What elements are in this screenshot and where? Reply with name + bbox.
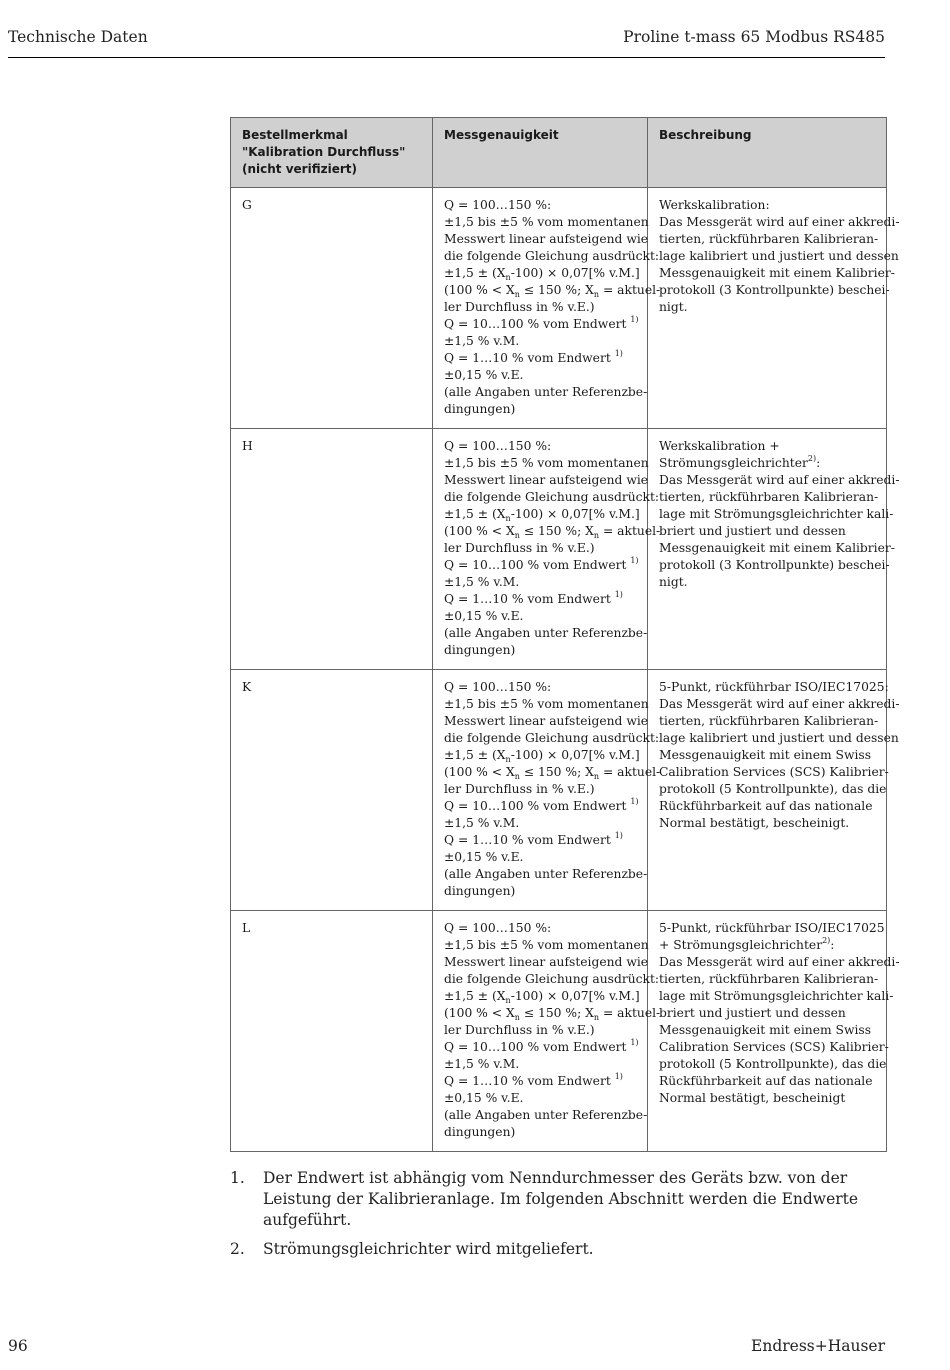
footnote-number: 2.: [230, 1240, 245, 1258]
description-line: Normal bestätigt, bescheinigt.: [659, 816, 850, 830]
accuracy-line: dingungen): [444, 402, 516, 416]
description-line: lage mit Strömungsgleichrichter kali-: [659, 507, 894, 521]
footnote-ref: 1): [630, 1038, 639, 1047]
table-row: [231, 911, 887, 1152]
description-line: Messgenauigkeit mit einem Swiss: [659, 1023, 872, 1037]
description-line: lage kalibriert und justiert und dessen: [659, 249, 899, 263]
accuracy-line: Q = 10…100 % vom Endwert $^{1)}$: [444, 315, 639, 331]
accuracy-line: Messwert linear aufsteigend wie: [444, 955, 649, 969]
accuracy-line: Q = 100…150 %:: [444, 680, 552, 694]
footnote-ref: 1): [630, 797, 639, 806]
accuracy-line: Q = 10…100 % vom Endwert $^{1)}$: [444, 797, 639, 813]
accuracy-line: Messwert linear aufsteigend wie: [444, 473, 649, 487]
accuracy-line: Q = 1…10 % vom Endwert $^{1)}$: [444, 831, 623, 847]
footnote-ref: 1): [614, 1072, 623, 1081]
table-row: [231, 188, 887, 429]
table-row: [231, 670, 887, 911]
accuracy-line: die folgende Gleichung ausdrückt:: [444, 490, 660, 504]
product-title: Proline t-mass 65 Modbus RS485: [623, 28, 885, 46]
accuracy-line: ±1,5 bis ±5 % vom momentanen: [444, 215, 649, 229]
footnote-text: Strömungsgleichrichter wird mitgeliefert.: [263, 1240, 594, 1258]
column-header-accuracy: Messgenauigkeit: [433, 118, 648, 188]
footnote-text: Der Endwert ist abhängig vom Nenndurchmesser des Geräts bzw. von der Leistung der Kalibrieranlage. Im folgenden Abschnitt werden die Endwerte aufgeführt.: [263, 1169, 859, 1229]
description-line: Calibration Services (SCS) Kalibrier-: [659, 765, 889, 779]
description-line: protokoll (5 Kontrollpunkte), das die: [659, 1057, 887, 1071]
accuracy-line: ler Durchfluss in % v.E.): [444, 782, 595, 796]
description-line: Werkskalibration +: [659, 439, 780, 453]
accuracy-line: (alle Angaben unter Referenzbe-: [444, 626, 648, 640]
footnotes: [230, 1168, 890, 1268]
order-code-cell: K: [231, 670, 433, 911]
description-line: lage mit Strömungsgleichrichter kali-: [659, 989, 894, 1003]
accuracy-line: ±1,5 % v.M.: [444, 575, 520, 589]
order-code-cell: G: [231, 188, 433, 429]
accuracy-line: Q = 1…10 % vom Endwert $^{1)}$: [444, 349, 623, 365]
accuracy-line: ±0,15 % v.E.: [444, 368, 524, 382]
description-line: Messgenauigkeit mit einem Swiss: [659, 748, 872, 762]
accuracy-line: ±1,5 bis ±5 % vom momentanen: [444, 697, 649, 711]
footnote-ref: 1): [614, 349, 623, 358]
accuracy-formula: $\pm 1,5 \pm (X_n-100) \times 0,07[\%$ v.M.]: [444, 748, 640, 764]
accuracy-line: ±0,15 % v.E.: [444, 850, 524, 864]
description-line: Messgenauigkeit mit einem Kalibrier-: [659, 541, 895, 555]
accuracy-range: (100 % < $X_n \le 150$ %; $X_n$ = aktuel-: [444, 1006, 661, 1022]
description-line: protokoll (3 Kontrollpunkte) beschei-: [659, 558, 890, 572]
accuracy-line: ler Durchfluss in % v.E.): [444, 541, 595, 555]
description-line: lage kalibriert und justiert und dessen: [659, 731, 899, 745]
footnote-number: 1.: [230, 1169, 245, 1187]
accuracy-range: (100 % < $X_n \le 150$ %; $X_n$ = aktuel-: [444, 765, 661, 781]
description-line: 5-Punkt, rückführbar ISO/IEC17025: [659, 921, 885, 935]
accuracy-line: ±1,5 % v.M.: [444, 1057, 520, 1071]
description-cell: [648, 188, 900, 429]
description-line: 5-Punkt, rückführbar ISO/IEC17025:: [659, 680, 889, 694]
accuracy-line: ±0,15 % v.E.: [444, 1091, 524, 1105]
column-header-description: Beschreibung: [648, 118, 887, 188]
accuracy-line: Q = 1…10 % vom Endwert $^{1)}$: [444, 590, 623, 606]
description-line: tierten, rückführbaren Kalibrieran-: [659, 714, 879, 728]
footnote-ref: 1): [630, 556, 639, 565]
accuracy-line: Q = 100…150 %:: [444, 198, 552, 212]
description-cell: [648, 911, 900, 1152]
accuracy-range: (100 % < $X_n \le 150$ %; $X_n$ = aktuel-: [444, 524, 661, 540]
description-line: Strömungsgleichrichter$^{2)}$:: [659, 454, 821, 470]
description-line: Rückführbarkeit auf das nationale: [659, 1074, 873, 1088]
description-line: Das Messgerät wird auf einer akkredi-: [659, 473, 900, 487]
calibration-table: [230, 117, 900, 1152]
description-line: protokoll (3 Kontrollpunkte) beschei-: [659, 283, 890, 297]
accuracy-line: ±1,5 % v.M.: [444, 816, 520, 830]
accuracy-line: ler Durchfluss in % v.E.): [444, 300, 595, 314]
page-number: 96: [8, 1337, 28, 1355]
order-code-cell: H: [231, 429, 433, 670]
description-line: nigt.: [659, 575, 688, 589]
accuracy-line: Q = 100…150 %:: [444, 921, 552, 935]
accuracy-line: Q = 1…10 % vom Endwert $^{1)}$: [444, 1072, 623, 1088]
description-line: nigt.: [659, 300, 688, 314]
description-line: tierten, rückführbaren Kalibrieran-: [659, 972, 879, 986]
description-line: Das Messgerät wird auf einer akkredi-: [659, 955, 900, 969]
description-line: Rückführbarkeit auf das nationale: [659, 799, 873, 813]
order-code-cell: L: [231, 911, 433, 1152]
description-cell: [648, 670, 900, 911]
accuracy-cell: [433, 429, 661, 670]
footnote-item: [230, 1239, 890, 1260]
accuracy-line: Q = 10…100 % vom Endwert $^{1)}$: [444, 556, 639, 572]
description-line: Messgenauigkeit mit einem Kalibrier-: [659, 266, 895, 280]
accuracy-line: Q = 100…150 %:: [444, 439, 552, 453]
description-line: tierten, rückführbaren Kalibrieran-: [659, 232, 879, 246]
description-line: Werkskalibration:: [659, 198, 770, 212]
accuracy-formula: $\pm 1,5 \pm (X_n-100) \times 0,07[\%$ v.M.]: [444, 266, 640, 282]
accuracy-cell: [433, 911, 661, 1152]
accuracy-line: ±1,5 bis ±5 % vom momentanen: [444, 456, 649, 470]
accuracy-line: dingungen): [444, 1125, 516, 1139]
description-line: protokoll (5 Kontrollpunkte), das die: [659, 782, 887, 796]
section-title: Technische Daten: [8, 28, 148, 46]
description-line: tierten, rückführbaren Kalibrieran-: [659, 490, 879, 504]
accuracy-line: Messwert linear aufsteigend wie: [444, 714, 649, 728]
accuracy-line: dingungen): [444, 643, 516, 657]
accuracy-line: die folgende Gleichung ausdrückt:: [444, 731, 660, 745]
accuracy-line: Messwert linear aufsteigend wie: [444, 232, 649, 246]
brand-name: Endress+Hauser: [751, 1337, 885, 1355]
description-line: briert und justiert und dessen: [659, 1006, 846, 1020]
description-cell: [648, 429, 900, 670]
description-line: + Strömungsgleichrichter$^{2)}$:: [659, 936, 835, 952]
footnote-ref: 1): [614, 831, 623, 840]
accuracy-line: ±0,15 % v.E.: [444, 609, 524, 623]
accuracy-formula: $\pm 1,5 \pm (X_n-100) \times 0,07[\%$ v.M.]: [444, 507, 640, 523]
description-line: Das Messgerät wird auf einer akkredi-: [659, 215, 900, 229]
accuracy-line: ±1,5 % v.M.: [444, 334, 520, 348]
accuracy-line: (alle Angaben unter Referenzbe-: [444, 867, 648, 881]
column-header-order-code: Bestellmerkmal "Kalibration Durchfluss" (nicht verifiziert): [231, 118, 433, 188]
accuracy-range: (100 % < $X_n \le 150$ %; $X_n$ = aktuel-: [444, 283, 661, 299]
description-line: Calibration Services (SCS) Kalibrier-: [659, 1040, 889, 1054]
accuracy-line: ±1,5 bis ±5 % vom momentanen: [444, 938, 649, 952]
footnote-ref: 1): [630, 315, 639, 324]
accuracy-line: Q = 10…100 % vom Endwert $^{1)}$: [444, 1038, 639, 1054]
page-header: [8, 28, 885, 58]
accuracy-line: ler Durchfluss in % v.E.): [444, 1023, 595, 1037]
accuracy-line: dingungen): [444, 884, 516, 898]
accuracy-cell: [433, 670, 661, 911]
description-line: Normal bestätigt, bescheinigt: [659, 1091, 846, 1105]
accuracy-line: (alle Angaben unter Referenzbe-: [444, 1108, 648, 1122]
accuracy-line: die folgende Gleichung ausdrückt:: [444, 249, 660, 263]
accuracy-formula: $\pm 1,5 \pm (X_n-100) \times 0,07[\%$ v.M.]: [444, 989, 640, 1005]
footnote-ref: 1): [614, 590, 623, 599]
accuracy-line: die folgende Gleichung ausdrückt:: [444, 972, 660, 986]
footnote-item: [230, 1168, 890, 1231]
table-row: [231, 429, 887, 670]
table-header-row: [231, 118, 887, 188]
accuracy-line: (alle Angaben unter Referenzbe-: [444, 385, 648, 399]
footnote-ref: 2): [822, 936, 831, 945]
description-line: briert und justiert und dessen: [659, 524, 846, 538]
accuracy-cell: [433, 188, 661, 429]
description-line: Das Messgerät wird auf einer akkredi-: [659, 697, 900, 711]
footnote-ref: 2): [807, 454, 817, 463]
